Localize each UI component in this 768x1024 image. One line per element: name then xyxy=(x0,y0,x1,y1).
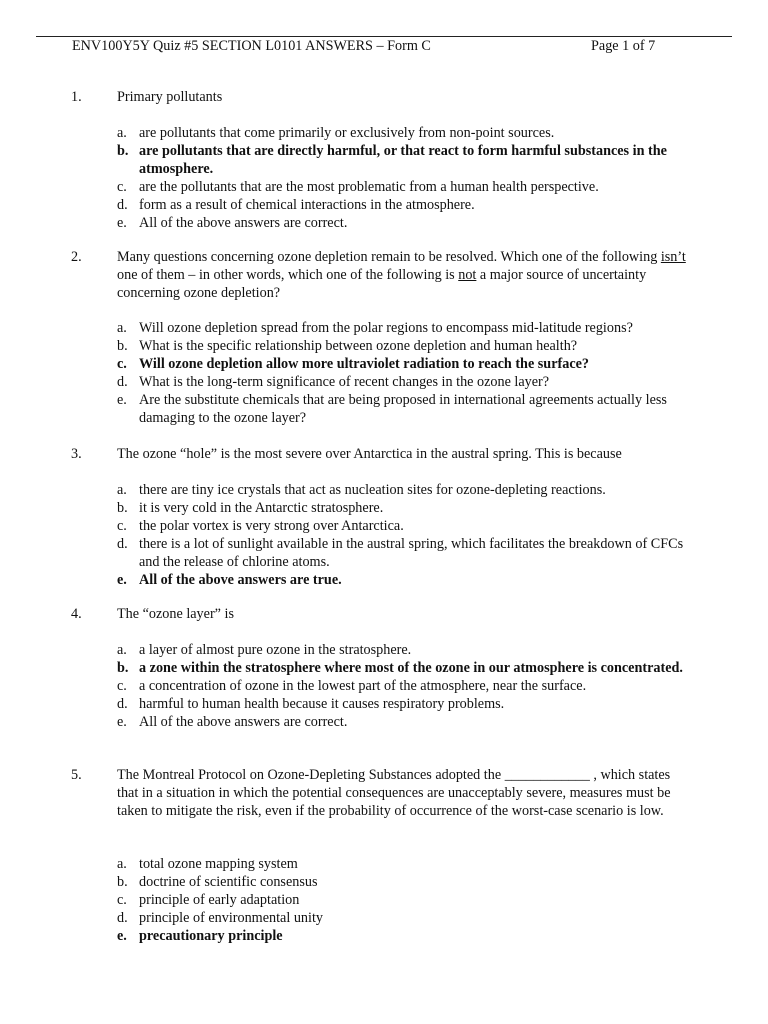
option-text: principle of environmental unity xyxy=(139,910,323,926)
option-d xyxy=(117,695,689,713)
answer-options xyxy=(117,124,689,232)
document-title: ENV100Y5Y Quiz #5 SECTION L0101 ANSWERS – Form C xyxy=(72,38,431,54)
option-d xyxy=(117,535,689,571)
answer-options xyxy=(117,641,689,731)
option-text: All of the above answers are correct. xyxy=(139,215,348,231)
question-number: 3. xyxy=(71,446,82,462)
option-e xyxy=(117,713,689,731)
option-c xyxy=(117,178,689,196)
option-e xyxy=(117,214,689,232)
option-e-correct xyxy=(117,927,689,945)
option-text: Will ozone depletion allow more ultraviolet radiation to reach the surface? xyxy=(139,356,590,372)
option-text: form as a result of chemical interactions in the atmosphere. xyxy=(139,197,475,213)
answer-options xyxy=(117,319,689,427)
option-letter: b. xyxy=(117,500,128,516)
question-number: 5. xyxy=(71,767,82,783)
option-letter: b. xyxy=(117,338,128,354)
option-d xyxy=(117,196,689,214)
option-letter: e. xyxy=(117,392,127,408)
option-letter: b. xyxy=(117,143,129,159)
question-number: 1. xyxy=(71,89,82,105)
option-text: a layer of almost pure ozone in the stratosphere. xyxy=(139,642,412,658)
option-text: principle of early adaptation xyxy=(139,892,300,908)
option-text: a zone within the stratosphere where most of the ozone in our atmosphere is concentrated. xyxy=(139,660,683,676)
option-d xyxy=(117,909,689,927)
question-number: 2. xyxy=(71,249,82,265)
option-letter: e. xyxy=(117,572,127,588)
option-letter: d. xyxy=(117,197,128,213)
option-letter: e. xyxy=(117,714,127,730)
option-text: What is the long-term significance of recent changes in the ozone layer? xyxy=(139,374,550,390)
option-b-correct xyxy=(117,142,689,178)
answer-options xyxy=(117,481,689,589)
question-text: Primary pollutants xyxy=(117,89,223,105)
option-b-correct xyxy=(117,659,689,677)
option-letter: d. xyxy=(117,696,128,712)
question-text-part: Many questions concerning ozone depletion remain to be resolved. Which one of the following xyxy=(117,249,661,265)
option-a xyxy=(117,124,689,142)
question-text: The Montreal Protocol on Ozone-Depleting Substances adopted the ____________ , which states that in a situation in which the potential consequences are unacceptably severe, measures must be taken to mitigate the risk, even if the probability of occurrence of the worst-case scenario is low. xyxy=(117,767,671,819)
option-letter: c. xyxy=(117,179,127,195)
answer-options xyxy=(117,855,689,945)
option-c xyxy=(117,677,689,695)
option-letter: a. xyxy=(117,642,127,658)
option-letter: a. xyxy=(117,125,127,141)
option-text: harmful to human health because it causes respiratory problems. xyxy=(139,696,505,712)
option-letter: d. xyxy=(117,374,128,390)
question-text-part: a major source of uncertainty concerning ozone depletion? xyxy=(117,267,647,301)
option-c xyxy=(117,891,689,909)
option-a xyxy=(117,641,689,659)
option-c-correct xyxy=(117,355,689,373)
option-text: are the pollutants that are the most problematic from a human health perspective. xyxy=(139,179,599,195)
option-a xyxy=(117,319,689,337)
option-text: doctrine of scientific consensus xyxy=(139,874,318,890)
option-text: the polar vortex is very strong over Antarctica. xyxy=(139,518,404,534)
option-a xyxy=(117,855,689,873)
question-text: The ozone “hole” is the most severe over Antarctica in the austral spring. This is because xyxy=(117,446,622,462)
page-number: Page 1 of 7 xyxy=(591,38,656,54)
option-text: total ozone mapping system xyxy=(139,856,298,872)
option-text: it is very cold in the Antarctic stratosphere. xyxy=(139,500,384,516)
option-text: are pollutants that are directly harmful, or that react to form harmful substances in the atmosphere. xyxy=(139,143,667,177)
underlined-word: isn’t xyxy=(660,249,686,265)
option-text: All of the above answers are correct. xyxy=(139,714,348,730)
option-text: there is a lot of sunlight available in the austral spring, which facilitates the breakdown of CFCs and the release of chlorine atoms. xyxy=(139,536,684,570)
option-text: a concentration of ozone in the lowest part of the atmosphere, near the surface. xyxy=(139,678,587,694)
option-letter: c. xyxy=(117,518,127,534)
option-text: Are the substitute chemicals that are being proposed in international agreements actually less damaging to the ozone layer? xyxy=(139,392,667,426)
option-letter: e. xyxy=(117,928,127,944)
option-letter: c. xyxy=(117,678,127,694)
option-letter: c. xyxy=(117,356,127,372)
option-e-correct xyxy=(117,571,689,589)
option-b xyxy=(117,337,689,355)
option-b xyxy=(117,499,689,517)
option-a xyxy=(117,481,689,499)
option-e xyxy=(117,391,689,427)
option-d xyxy=(117,373,689,391)
option-text: there are tiny ice crystals that act as nucleation sites for ozone-depleting reactions. xyxy=(139,482,606,498)
option-letter: a. xyxy=(117,856,127,872)
question-text: The “ozone layer” is xyxy=(117,606,234,622)
option-c xyxy=(117,517,689,535)
underlined-word: not xyxy=(458,267,477,283)
option-text: are pollutants that come primarily or exclusively from non-point sources. xyxy=(139,125,555,141)
option-letter: a. xyxy=(117,482,127,498)
option-letter: b. xyxy=(117,660,129,676)
question-text-part: one of them – in other words, which one of the following is xyxy=(117,267,459,283)
option-letter: d. xyxy=(117,910,128,926)
option-text: What is the specific relationship between ozone depletion and human health? xyxy=(139,338,578,354)
question-text xyxy=(117,248,689,302)
option-letter: e. xyxy=(117,215,127,231)
option-letter: a. xyxy=(117,320,127,336)
option-letter: b. xyxy=(117,874,128,890)
option-letter: c. xyxy=(117,892,127,908)
option-letter: d. xyxy=(117,536,128,552)
option-b xyxy=(117,873,689,891)
option-text: Will ozone depletion spread from the polar regions to encompass mid-latitude regions? xyxy=(139,320,633,336)
question-number: 4. xyxy=(71,606,82,622)
option-text: All of the above answers are true. xyxy=(139,572,342,588)
option-text: precautionary principle xyxy=(139,928,283,944)
